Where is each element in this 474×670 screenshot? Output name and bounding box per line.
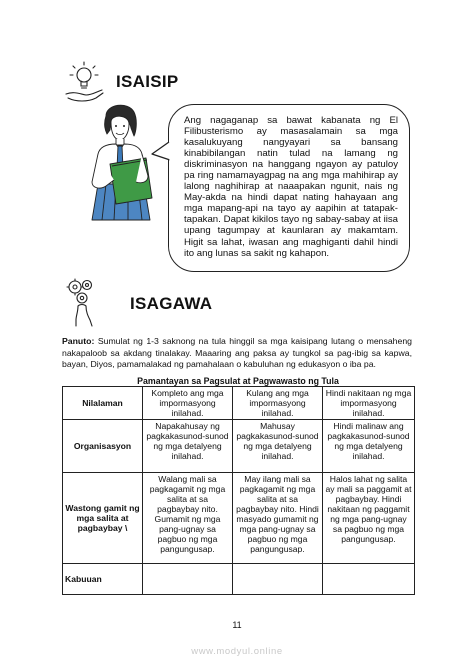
table-cell: Hindi malinaw ang pagkakasunod-sunod ng mga detalyeng inilahad. xyxy=(323,420,415,473)
rubric-table xyxy=(62,386,415,595)
table-cell: Napakahusay ng pagkakasunod-sunod ng mga detalyeng inilahad. xyxy=(143,420,233,473)
criterion-cell: Organisasyon xyxy=(63,420,143,473)
watermark: www.modyul.online xyxy=(191,646,283,657)
table-cell: Halos lahat ng salita ay mali sa paggamit at pagbaybay. Hindi nakitaan ng paggamit ng mga pang-ugnay sa pagbuo ng mga pangungusap. xyxy=(323,473,415,564)
criterion-cell: Wastong gamit ng mga salita at pagbaybay \ xyxy=(63,473,143,564)
page-number: 11 xyxy=(232,620,242,630)
table-cell: Mahusay pagkakasunod-sunod ng mga detalyeng inilahad. xyxy=(233,420,323,473)
section-title-isaisip: ISAISIP xyxy=(116,72,179,91)
criterion-cell: Nilalaman xyxy=(63,387,143,420)
table-row xyxy=(63,564,415,595)
section-title-isagawa: ISAGAWA xyxy=(130,294,213,313)
bubble-text: Ang nagaganap sa bawat kabanata ng El Filibusterismo ay masasalamain sa mga kasalukuyang nangyayari sa bansang kinabibilangan natin tulad na lamang ng diskriminasyon na hanggang ngayon ay patuloy pa ring namamayagpag na ang mga mahihirap ay lalong naghihirap at naaapakan ngunit, nais ng May-akda na hindi dapat nating hahayaan ang mga mapang-api na tayo ay aapihin at tatapak-tapakan. Dapat kikilos tayo ng sabay-sabay at iisa upang tagumpay at kaunlaran ay makamtam. Higit sa lahat, iwasan ang maghiganti dahil hindi ito ang lunas sa sakit ng kahapon. xyxy=(184,115,398,259)
speech-bubble-tail xyxy=(150,140,176,164)
instructions-label: Panuto: xyxy=(62,336,95,346)
criterion-cell: Kabuuan xyxy=(63,564,143,595)
table-cell: Walang mali sa pagkagamit ng mga salita at sa pagbaybay nito. Gumamit ng mga pang-ugnay sa pagbuo ng mga pangungusap. xyxy=(143,473,233,564)
gears-hand-icon xyxy=(64,276,98,328)
lightbulb-hand-icon xyxy=(62,58,106,106)
table-cell: Hindi nakitaan ng mga impormasyong inilahad. xyxy=(323,387,415,420)
table-cell xyxy=(143,564,233,595)
table-cell xyxy=(323,564,415,595)
instructions-paragraph xyxy=(62,336,412,371)
table-cell: Kulang ang mga impormasyong inilahad. xyxy=(233,387,323,420)
table-cell: Kompleto ang mga impormasyong inilahad. xyxy=(143,387,233,420)
table-cell xyxy=(233,564,323,595)
table-row xyxy=(63,420,415,473)
table-cell: May ilang mali sa pagkagamit ng mga salita at sa pagbaybay nito. Hindi masyado gumamit ng mga pang-ugnay sa pagbuo ng mga pangungusap. xyxy=(233,473,323,564)
instructions-text: Sumulat ng 1-3 saknong na tula hinggil sa mga kaisipang lutang o mensaheng nakapaloob sa akdang tinalakay. Maaaring ang paksa ay tungkol sa pag-ibig sa kapwa, bayan, Diyos, pamamalakad ng pamahalaan o kabuluhan ng edukasyon o iba pa. xyxy=(62,336,412,370)
table-row xyxy=(63,473,415,564)
rubric-title: Pamantayan sa Pagsulat at Pagwawasto ng Tula xyxy=(137,376,339,386)
table-row xyxy=(63,387,415,420)
